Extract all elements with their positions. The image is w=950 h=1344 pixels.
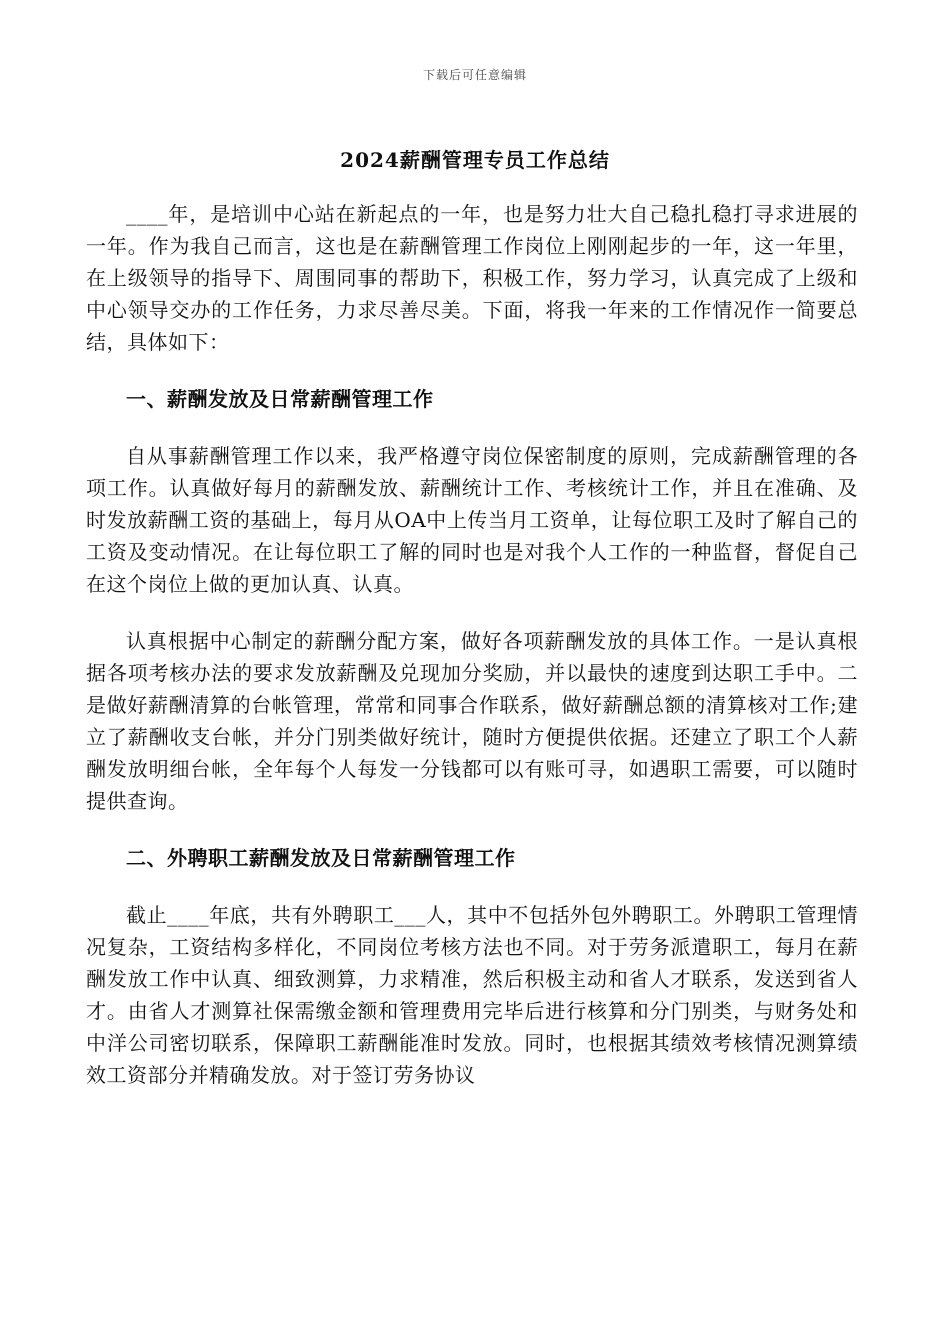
section-1-paragraph-1: 自从事薪酬管理工作以来，我严格遵守岗位保密制度的原则，完成薪酬管理的各项工作。认真做好每月的薪酬发放、薪酬统计工作、考核统计工作，并且在准确、及时发放薪酬工资的基础上，每月从OA中上传当月工资单，让每位职工及时了解自己的工资及变动情况。在让每位职工了解的同时也是对我个人工作的一种监督，督促自己在这个岗位上做的更加认真、认真。 (86, 444, 858, 596)
header-note: 下载后可任意编辑 (422, 68, 527, 82)
section-heading-2: 二、外聘职工薪酬发放及日常薪酬管理工作 (126, 846, 516, 870)
section-heading-1: 一、薪酬发放及日常薪酬管理工作 (126, 387, 434, 411)
section-1-paragraph-2: 认真根据中心制定的薪酬分配方案，做好各项薪酬发放的具体工作。一是认真根据各项考核办法的要求发放薪酬及兑现加分奖励，并以最快的速度到达职工手中。二是做好薪酬清算的台帐管理，常常和同事合作联系，做好薪酬总额的清算核对工作;建立了薪酬收支台帐，并分门别类做好统计，随时方便提供依据。还建立了职工个人薪酬发放明细台帐，全年每个人每发一分钱都可以有账可寻，如遇职工需要，可以随时提供查询。 (86, 629, 858, 813)
section-2-paragraph-1: 截止____年底，共有外聘职工___人，其中不包括外包外聘职工。外聘职工管理情况复杂，工资结构多样化，不同岗位考核方法也不同。对于劳务派遣职工，每月在薪酬发放工作中认真、细致测算，力求精准，然后积极主动和省人才联系，发送到省人才。由省人才测算社保需缴金额和管理费用完毕后进行核算和分门别类，与财务处和中洋公司密切联系，保障职工薪酬能准时发放。同时，也根据其绩效考核情况测算绩效工资部分并精确发放。对于签订劳务协议 (86, 903, 858, 1087)
intro-paragraph: ____年，是培训中心站在新起点的一年，也是努力壮大自己稳扎稳打寻求进展的一年。作为我自己而言，这也是在薪酬管理工作岗位上刚刚起步的一年，这一年里，在上级领导的指导下、周围同事的帮助下，积极工作，努力学习，认真完成了上级和中心领导交办的工作任务，力求尽善尽美。下面，将我一年来的工作情况作一简要总结，具体如下： (86, 202, 858, 354)
document-body (86, 198, 858, 1116)
document-title: 2024薪酬管理专员工作总结 (340, 148, 610, 172)
